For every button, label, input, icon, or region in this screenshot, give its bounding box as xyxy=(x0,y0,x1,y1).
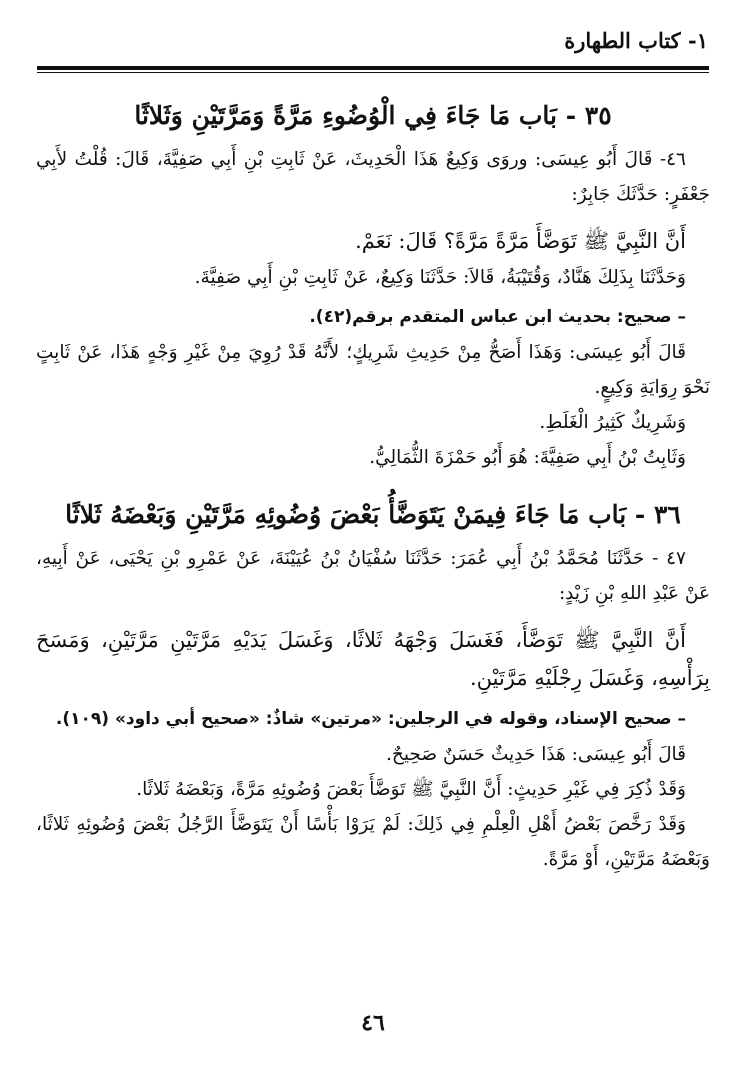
thabit-note: وَثَابِتُ بْنُ أَبِي صَفِيَّةَ: هُوَ أَبُو حَمْزَةَ الثُّمَالِيُّ. xyxy=(369,447,686,468)
hadith-47-matn: أَنَّ النَّبِيَّ ﷺ تَوَضَّأَ، فَغَسَلَ وَجْهَهُ ثَلاثًا، وَغَسَلَ يَدَيْهِ مَرَّتَيْنِ مَرَّتَيْنِ، وَمَسَحَ بِرَأْسِهِ، وَغَسَلَ رِجْلَيْهِ مَرَّتَيْنِ. xyxy=(36,628,710,690)
page-body xyxy=(36,88,710,877)
hadith-46-matn: أَنَّ النَّبِيَّ ﷺ تَوَضَّأَ مَرَّةً مَرَّةً؟ قَالَ: نَعَمْ. xyxy=(355,229,686,253)
hadith-46-chain: وَحَدَّثَنَا بِذَلِكَ هَنَّادٌ، وَقُتَيْبَةُ، قَالاَ: حَدَّثَنَا وَكِيعٌ، عَنْ ثَابِتِ بْنِ أَبِي صَفِيَّةَ. xyxy=(194,267,686,288)
running-head: ١- كتاب الطهارة xyxy=(564,28,708,53)
hadith-46-grading: – صحيح: بحديث ابن عباس المتقدم برقم(٤٢). xyxy=(309,307,686,327)
hadith-47-verdict: قَالَ أَبُو عِيسَى: هَذَا حَدِيثٌ حَسَنٌ صَحِيحٌ. xyxy=(386,744,686,765)
abu-isa-comment: قَالَ أَبُو عِيسَى: وَهَذَا أَصَحُّ مِنْ حَدِيثِ شَرِيكٍ؛ لأَنَّهُ قَدْ رُوِيَ مِنْ غَيْرِ وَجْهٍ هَذَا، عَنْ ثَابِتٍ نَحْوَ رِوَايَةِ وَكِيعٍ. xyxy=(36,342,710,398)
header-rule xyxy=(37,66,709,73)
chapter-heading-36: ٣٦ - بَاب مَا جَاءَ فِيمَنْ يَتَوَضَّأُ بَعْضَ وُضُوئِهِ مَرَّتَيْنِ وَبَعْضَهُ ثَلاثًا xyxy=(65,500,681,529)
chapter-heading-35: ٣٥ - بَاب مَا جَاءَ فِي الْوُضُوءِ مَرَّةً وَمَرَّتَيْنِ وَثَلاثًا xyxy=(134,101,612,130)
other-hadith-note: وَقَدْ ذُكِرَ فِي غَيْرِ حَدِيثٍ: أَنَّ النَّبِيَّ ﷺ تَوَضَّأَ بَعْضَ وُضُوئِهِ مَرَّةً، وَبَعْضَهُ ثَلاثًا. xyxy=(136,779,686,800)
hadith-47-isnad: ٤٧ - حَدَّثَنَا مُحَمَّدُ بْنُ أَبِي عُمَرَ: حَدَّثَنَا سُفْيَانُ بْنُ عُيَيْنَةَ، عَنْ عَمْرِو بْنِ يَحْيَى، عَنْ أَبِيهِ، عَنْ عَبْدِ اللهِ بْنِ زَيْدٍ: xyxy=(36,548,710,604)
section-gap xyxy=(36,475,710,487)
sharik-note: وَشَرِيكٌ كَثِيرُ الْغَلَطِ. xyxy=(539,412,686,433)
hadith-47-grading: – صحيح الإسناد، وقوله في الرجلين: «مرتين» شاذٌ: «صحيح أبي داود» (١٠٩). xyxy=(55,709,686,729)
hadith-46-isnad: ٤٦- قَالَ أَبُو عِيسَى: وروَى وَكِيعٌ هَذَا الْحَدِيثَ، عَنْ ثَابِتِ بْنِ أَبِي صَفِيَّةَ، قَالَ: قُلْتُ لأَبِي جَعْفَرٍ: حَدَّثَكَ جَابِرٌ: xyxy=(36,149,710,205)
page-number: ٤٦ xyxy=(361,1010,385,1036)
scholars-allowance: وَقَدْ رَخَّصَ بَعْضُ أَهْلِ الْعِلْمِ فِي ذَلِكَ: لَمْ يَرَوْا بَأْسًا أَنْ يَتَوَضَّأَ الرَّجُلُ بَعْضَ وُضُوئِهِ ثَلاثًا، وَبَعْضَهُ مَرَّتَيْنِ، أَوْ مَرَّةً. xyxy=(36,814,710,870)
